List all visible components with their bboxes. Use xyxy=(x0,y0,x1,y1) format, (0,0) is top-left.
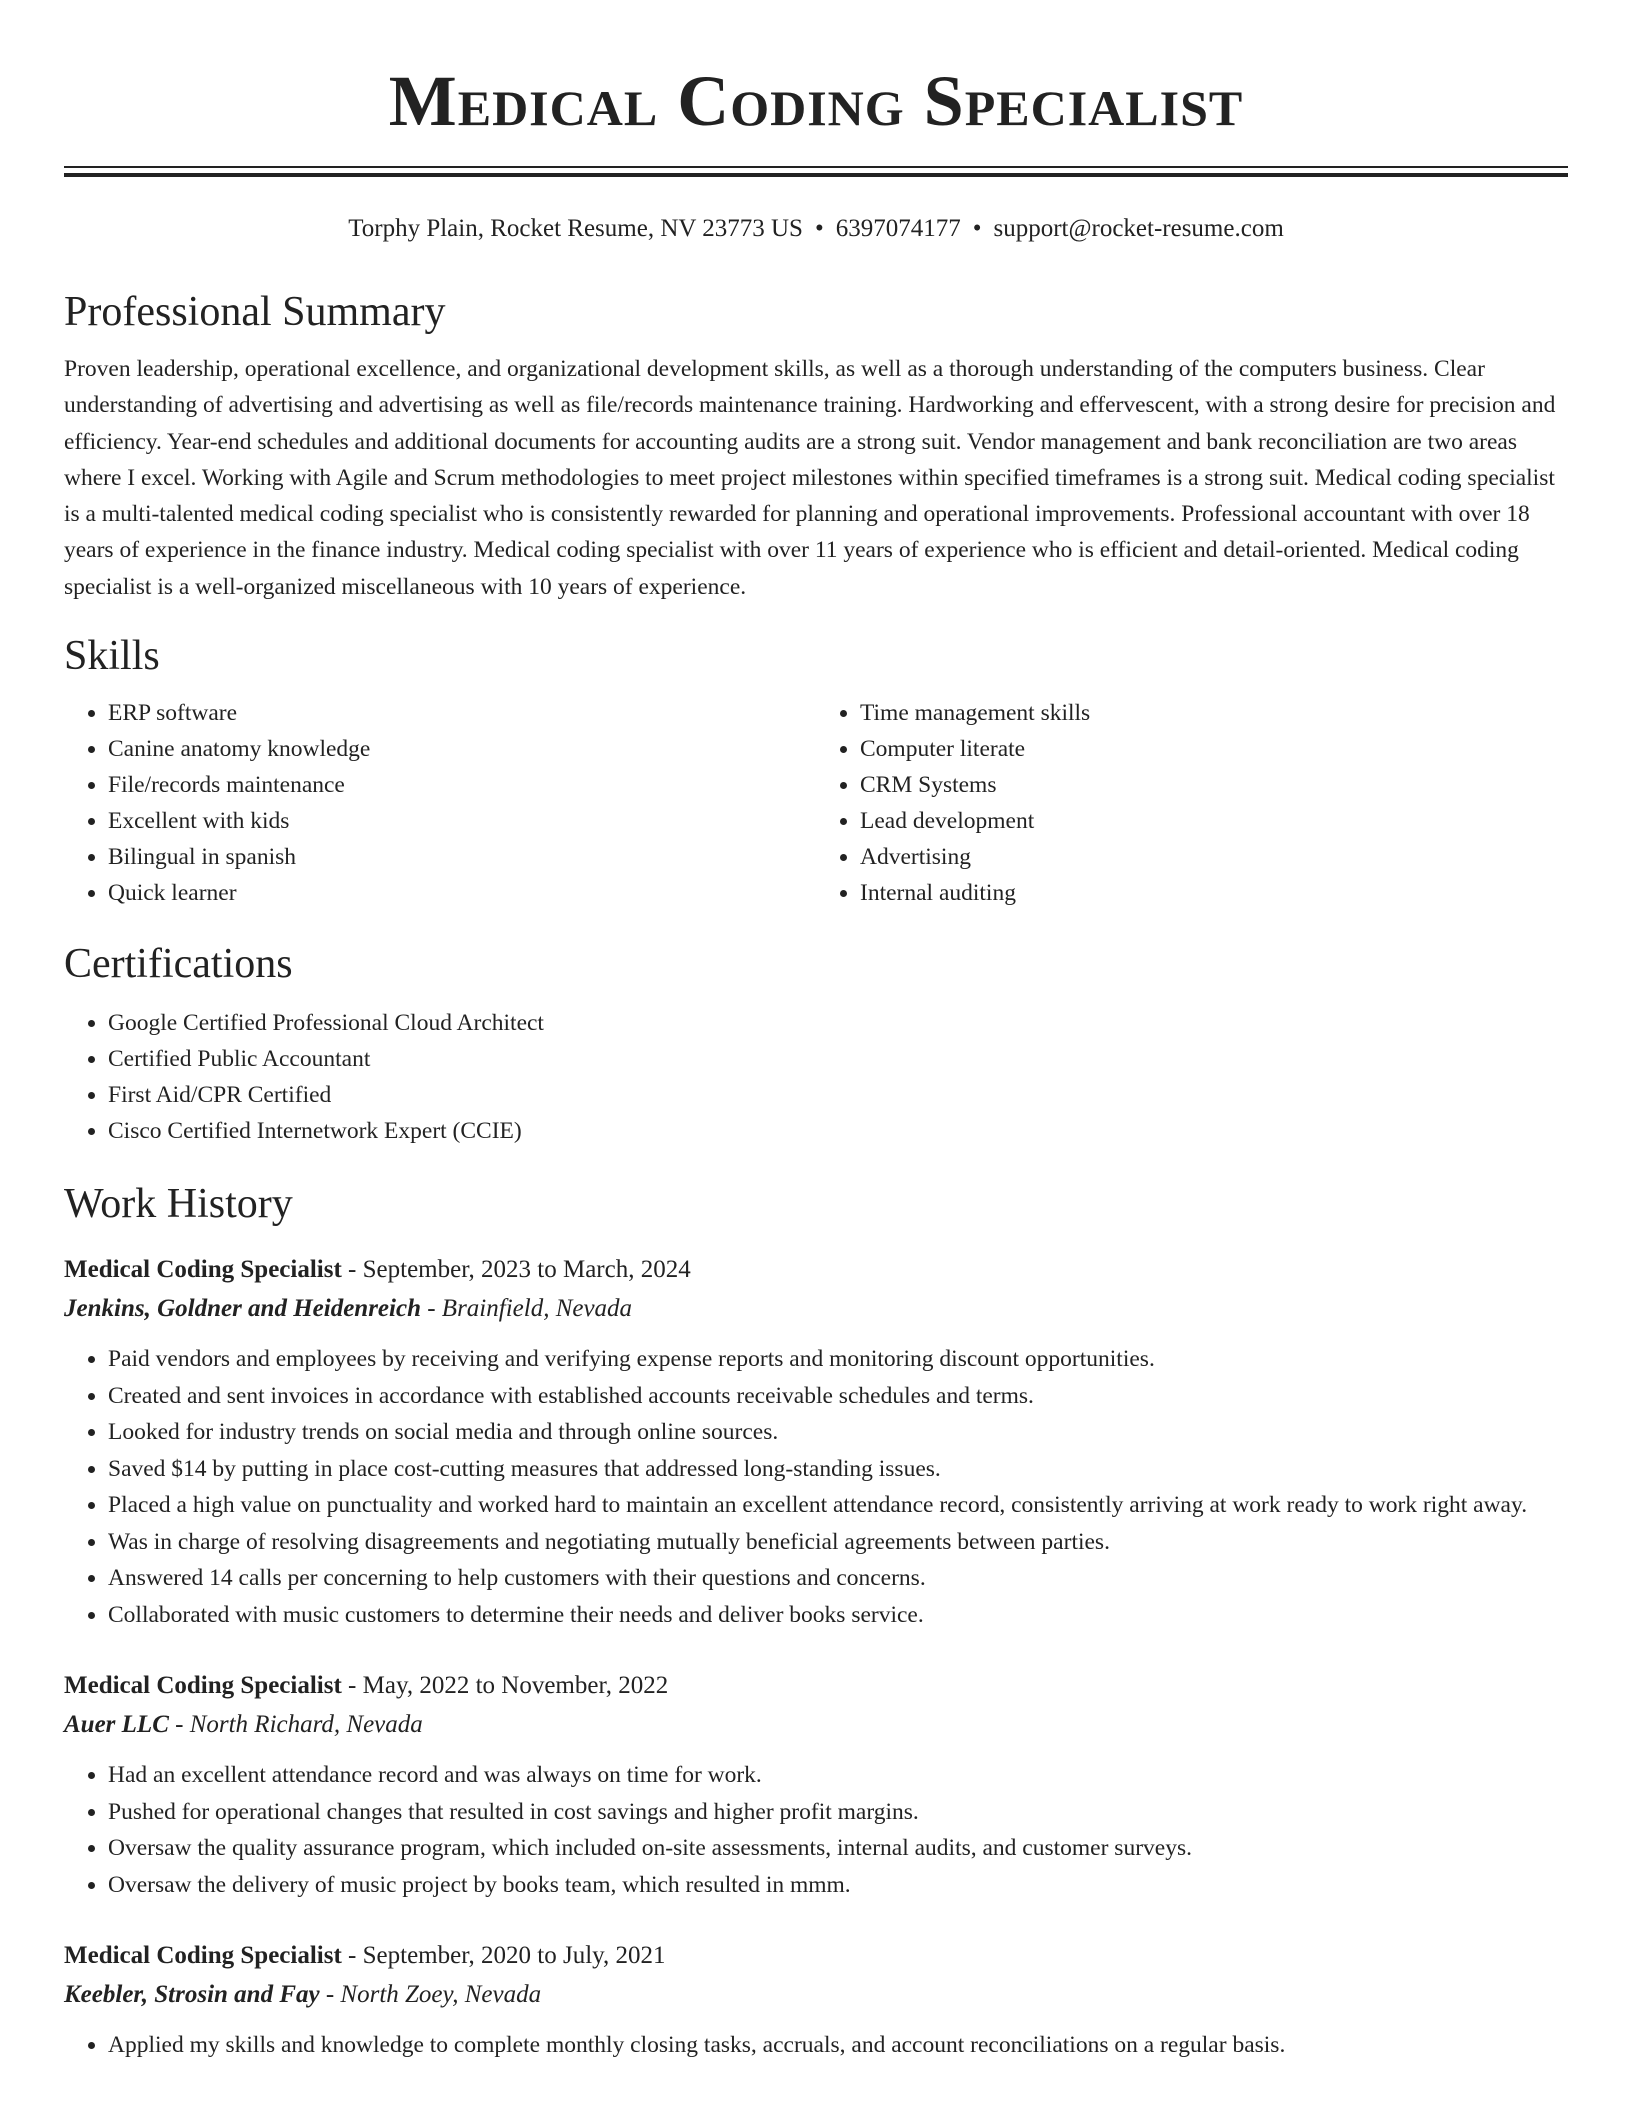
certifications-heading: Certifications xyxy=(64,941,293,988)
skill-item: • File/records maintenance xyxy=(108,767,816,803)
job-title: Medical Coding Specialist xyxy=(64,1256,342,1284)
certification-item: • Google Certified Professional Cloud Architect xyxy=(108,1005,1568,1041)
job-bullet: • Placed a high value on punctuality and worked hard to maintain an excellent attendance record, consistently arriving at work ready to work right away. xyxy=(108,1487,1568,1524)
certification-item: • Cisco Certified Internetwork Expert (CCIE) xyxy=(108,1113,1568,1149)
header-divider-thick xyxy=(64,173,1568,177)
job-bullet: • Paid vendors and employees by receiving and verifying expense reports and monitoring discount opportunities. xyxy=(108,1341,1568,1378)
skill-item: • Time management skills xyxy=(860,695,1568,731)
job-location: - North Richard, Nevada xyxy=(168,1711,423,1739)
job-bullet: • Had an excellent attendance record and was always on time for work. xyxy=(108,1757,1568,1794)
job-location: - North Zoey, Nevada xyxy=(319,1981,542,2009)
skills-columns xyxy=(64,695,1568,911)
job-title: Medical Coding Specialist xyxy=(64,1672,342,1700)
resume-page xyxy=(64,0,1568,2064)
job-bullet: • Was in charge of resolving disagreements and negotiating mutually beneficial agreements between parties. xyxy=(108,1524,1568,1561)
job-bullet: • Collaborated with music customers to determine their needs and deliver books service. xyxy=(108,1597,1568,1634)
skills-list-left xyxy=(64,695,816,911)
job-bullets xyxy=(64,1757,1568,1903)
job-company-line xyxy=(64,1289,1568,1329)
job-company: Jenkins, Goldner and Heidenreich xyxy=(64,1295,421,1323)
skills-list-right xyxy=(816,695,1568,911)
skill-item: • ERP software xyxy=(108,695,816,731)
work-history-heading: Work History xyxy=(64,1181,293,1228)
job-title-line xyxy=(64,1251,1568,1289)
job-company: Keebler, Strosin and Fay xyxy=(64,1981,320,2009)
skill-item: • Advertising xyxy=(860,839,1568,875)
skill-item: • CRM Systems xyxy=(860,767,1568,803)
certifications-list xyxy=(64,1005,1568,1149)
skill-item: • Lead development xyxy=(860,803,1568,839)
job-title-line xyxy=(64,1937,1568,1975)
job-company-line xyxy=(64,1975,1568,2015)
job-bullets xyxy=(64,2027,1568,2064)
job-dates: - September, 2023 to March, 2024 xyxy=(341,1256,691,1284)
job-dates: - September, 2020 to July, 2021 xyxy=(341,1942,666,1970)
job-bullet: • Created and sent invoices in accordance with established accounts receivable schedules and terms. xyxy=(108,1378,1568,1415)
job-bullets xyxy=(64,1341,1568,1633)
contact-separator: • xyxy=(814,215,824,242)
job-title: Medical Coding Specialist xyxy=(64,1942,342,1970)
job-bullet: • Answered 14 calls per concerning to help customers with their questions and concerns. xyxy=(108,1560,1568,1597)
resume-name: Medical Coding Specialist xyxy=(388,61,1244,141)
summary-heading: Professional Summary xyxy=(64,289,446,335)
certification-item: • First Aid/CPR Certified xyxy=(108,1077,1568,1113)
skill-item: • Canine anatomy knowledge xyxy=(108,731,816,767)
job-company: Auer LLC xyxy=(64,1711,169,1739)
contact-email: support@rocket-resume.com xyxy=(993,215,1284,242)
job-bullet: • Pushed for operational changes that resulted in cost savings and higher profit margins. xyxy=(108,1794,1568,1831)
contact-line xyxy=(64,213,1568,245)
contact-separator: • xyxy=(972,215,982,242)
job-entry xyxy=(64,1251,1568,1633)
job-company-line xyxy=(64,1705,1568,1745)
job-bullet: • Oversaw the quality assurance program, which included on-site assessments, internal audits, and customer surveys. xyxy=(108,1830,1568,1867)
skill-item: • Excellent with kids xyxy=(108,803,816,839)
job-entry xyxy=(64,1667,1568,1903)
skills-heading: Skills xyxy=(64,633,160,680)
header-divider-thin xyxy=(64,166,1568,168)
job-bullet: • Looked for industry trends on social media and through online sources. xyxy=(108,1414,1568,1451)
job-dates: - May, 2022 to November, 2022 xyxy=(341,1672,669,1700)
job-bullet: • Applied my skills and knowledge to complete monthly closing tasks, accruals, and account reconciliations on a regular basis. xyxy=(108,2027,1568,2064)
skill-item: • Quick learner xyxy=(108,875,816,911)
skill-item: • Bilingual in spanish xyxy=(108,839,816,875)
skill-item: • Computer literate xyxy=(860,731,1568,767)
job-entry xyxy=(64,1937,1568,2064)
contact-address: Torphy Plain, Rocket Resume, NV 23773 US xyxy=(348,215,803,242)
contact-phone: 6397074177 xyxy=(835,215,961,242)
certification-item: • Certified Public Accountant xyxy=(108,1041,1568,1077)
job-title-line xyxy=(64,1667,1568,1705)
job-bullet: • Oversaw the delivery of music project by books team, which resulted in mmm. xyxy=(108,1867,1568,1904)
summary-text: Proven leadership, operational excellence, and organizational development skills, as well as a thorough understanding of the computers business. Clear understanding of advertising and advertising as well as file/records maintenance training. Hardworking and effervescent, with a strong desire for precision and efficiency. Year-end schedules and additional documents for accounting audits are a strong suit. Vendor management and bank reconciliation are two areas where I excel. Working with Agile and Scrum methodologies to meet project milestones within specified timeframes is a strong suit. Medical coding specialist is a multi-talented medical coding specialist who is consistently rewarded for planning and operational improvements. Professional accountant with over 18 years of experience in the finance industry. Medical coding specialist with over 11 years of experience who is efficient and detail-oriented. Medical coding specialist is a well-organized miscellaneous with 10 years of experience. xyxy=(64,356,1556,600)
skill-item: • Internal auditing xyxy=(860,875,1568,911)
job-bullet: • Saved $14 by putting in place cost-cutting measures that addressed long-standing issues. xyxy=(108,1451,1568,1488)
job-location: - Brainfield, Nevada xyxy=(420,1295,633,1323)
